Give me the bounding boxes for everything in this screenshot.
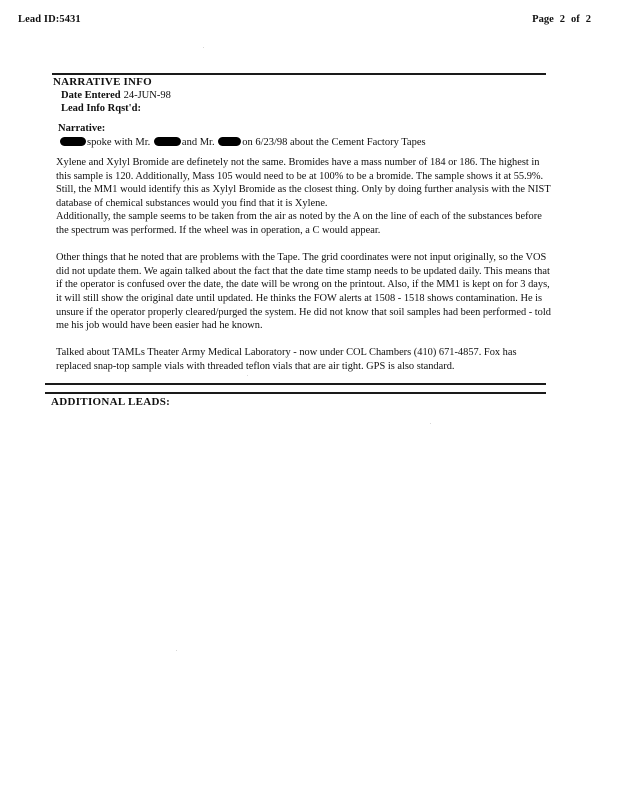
paragraph-spacer — [56, 333, 552, 347]
additional-leads-top-rule — [45, 383, 546, 385]
redacted-line-text-1: spoke with Mr. — [87, 137, 151, 148]
redacted-line-text-3: on 6/23/98 about the Cement Factory Tapes — [242, 137, 426, 148]
lead-info-rqstd-label: Lead Info Rqst'd: — [61, 103, 141, 114]
scan-speckle — [176, 650, 177, 651]
date-entered-value: 24-JUN-98 — [123, 90, 171, 101]
redaction-block-3 — [218, 137, 241, 146]
lead-id-label: Lead ID:5431 — [18, 14, 81, 25]
page-number-label: Page — [532, 14, 554, 25]
narrative-section-top-rule — [52, 73, 546, 75]
narrative-info-section — [53, 76, 553, 115]
narrative-paragraph: Other things that he noted that are problems with the Tape. The grid coordinates were not input originally, so the VOS did not update them. We again talked about the fact that the date time stamp needs to be updated daily. This means that if the operator is confused over the date, the date will be wrong on the printout. Also, if the MM1 is kept on for 3 days, it will still show the original date until updated. He thinks the FOW alerts at 1508 - 1518 shows contamination. He is unsure if the operator properly cleared/purged the system. He did not know that soil samples had been performed - told me his job would have been easier had he known. — [56, 252, 551, 332]
narrative-heading: Narrative: — [58, 123, 106, 134]
narrative-info-title: NARRATIVE INFO — [53, 76, 152, 88]
additional-leads-title: ADDITIONAL LEADS: — [51, 396, 171, 408]
redaction-block-2 — [154, 137, 181, 146]
narrative-paragraph: Talked about TAMLs Theater Army Medical Laboratory - now under COL Chambers (410) 671-4857. Fox has replaced snap-top sample vials with threaded teflon vials that are air tight. GPS is also standard. — [56, 347, 517, 372]
narrative-paragraph: Xylene and Xylyl Bromide are definetely not the same. Bromides have a mass number of 184 or 186. The highest in this sample is 120. Additionally, Mass 105 would need to be at 100% to be a bromide. The sample shows it at 55.9%. Still, the MM1 would identify this as Xylyl Bromide as the closest thing. Only by doing further analysis with the NIST database of chemical substances would you find that it is Xylene. — [56, 157, 551, 209]
page-number-total: 2 — [585, 14, 591, 25]
page-header — [0, 14, 622, 32]
page-number-of: of — [571, 14, 580, 25]
scan-speckle — [430, 423, 431, 424]
lead-info-rqstd-row — [53, 102, 553, 115]
date-entered-label: Date Entered — [61, 90, 121, 101]
page-number — [529, 14, 594, 25]
narrative-redacted-line — [59, 136, 426, 150]
additional-leads-bottom-rule — [45, 392, 546, 394]
redaction-block-1 — [60, 137, 86, 146]
paragraph-spacer — [56, 238, 552, 252]
narrative-paragraph: Additionally, the sample seems to be taken from the air as noted by the A on the line of each of the substances before the spectrum was performed. If the wheel was in operation, a C would appear. — [56, 211, 542, 236]
scan-speckle — [247, 375, 248, 376]
redacted-line-text-2: and Mr. — [181, 137, 215, 148]
page-number-current: 2 — [559, 14, 565, 25]
date-entered-row — [53, 89, 553, 102]
scan-speckle — [203, 47, 204, 48]
narrative-body — [56, 156, 552, 374]
